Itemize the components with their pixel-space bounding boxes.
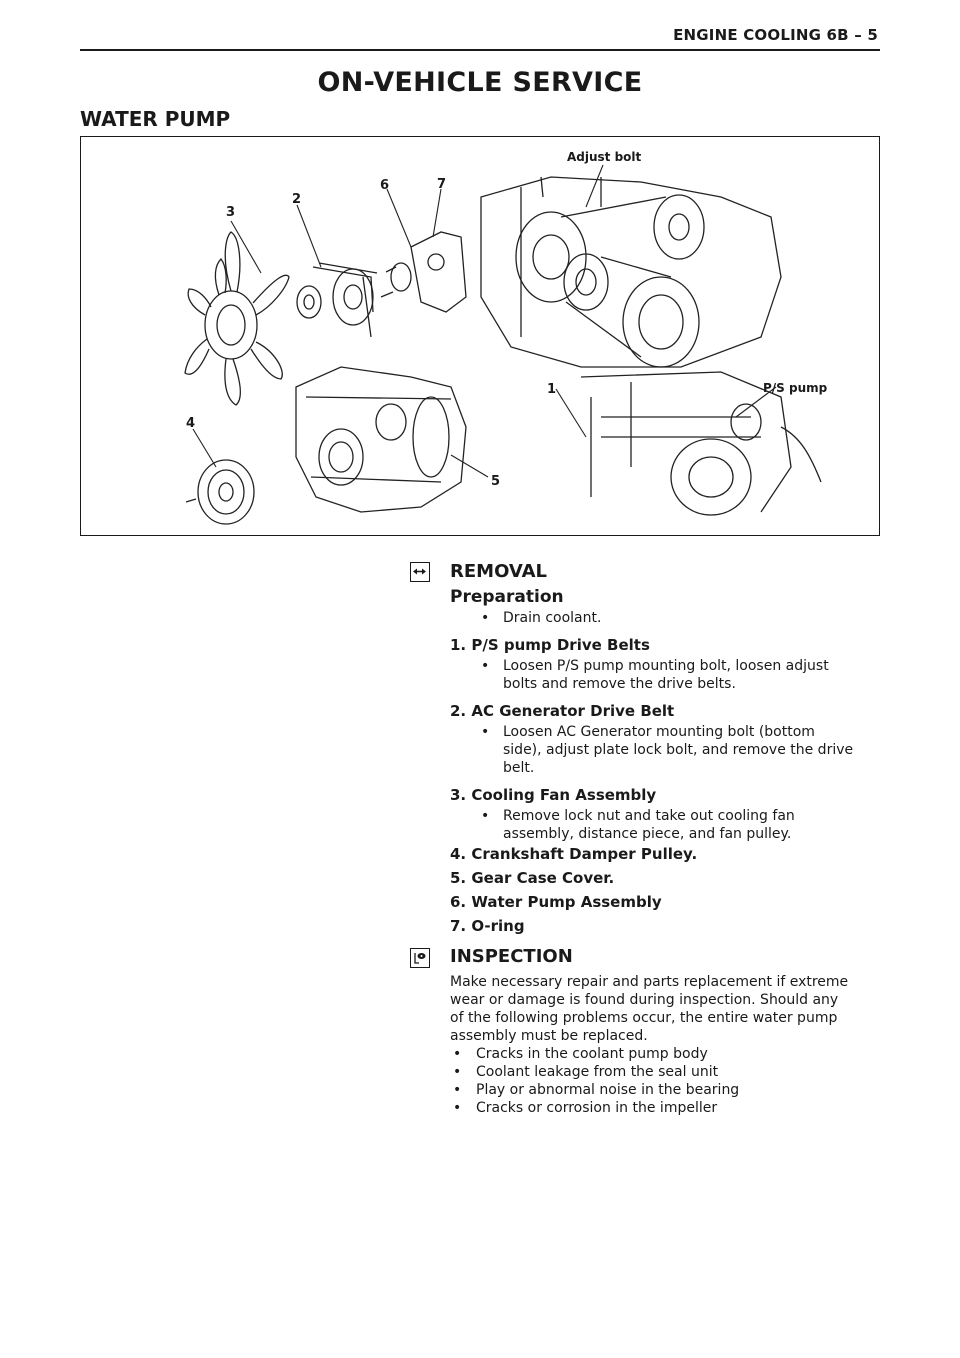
inspection-paragraph: Make necessary repair and parts replacement if extreme wear or damage is found during inspection. Should any of the following problems occur, the entire water pump assembly must be replaced.	[450, 974, 849, 1044]
engine-illustration	[81, 137, 881, 537]
callout-5: 5	[491, 474, 501, 489]
crankshaft-pulley-drawing	[186, 460, 254, 524]
step-4-title: 4. Crankshaft Damper Pulley.	[450, 845, 698, 863]
removal-arrows-icon	[410, 562, 430, 582]
callout-7: 7	[437, 177, 447, 192]
callout-2: 2	[292, 192, 302, 207]
gear-case-cover-drawing	[296, 367, 466, 512]
step-2-title: 2. AC Generator Drive Belt	[450, 702, 675, 720]
callout-6: 6	[380, 178, 390, 193]
section-title: WATER PUMP	[80, 107, 231, 131]
page-title: ON-VEHICLE SERVICE	[317, 67, 643, 98]
callout-4: 4	[186, 416, 196, 431]
callout-ps-pump: P/S pump	[763, 381, 828, 395]
list-item: • Cracks in the coolant pump body	[453, 1046, 708, 1062]
header-rule	[80, 49, 880, 51]
list-item: • Loosen AC Generator mounting bolt (bottom side), adjust plate lock bolt, and remove the drive belt.	[481, 724, 854, 776]
removal-title: REMOVAL	[450, 561, 547, 582]
callout-adjust-bolt: Adjust bolt	[567, 150, 642, 164]
water-pump-drawing	[381, 232, 466, 312]
callout-leaders	[193, 165, 776, 477]
inspection-title: INSPECTION	[450, 946, 573, 967]
cooling-fan-drawing	[185, 232, 289, 405]
preparation-title: Preparation	[450, 587, 564, 607]
callout-3: 3	[226, 205, 236, 220]
step-3-title: 3. Cooling Fan Assembly	[450, 786, 657, 804]
water-pump-exploded-figure	[80, 136, 880, 536]
list-item: • Cracks or corrosion in the impeller	[453, 1100, 718, 1116]
step-1-title: 1. P/S pump Drive Belts	[450, 636, 650, 654]
inspection-section	[450, 973, 880, 1117]
removal-section	[450, 587, 880, 935]
list-item: • Loosen P/S pump mounting bolt, loosen adjust bolts and remove the drive belts.	[481, 658, 829, 692]
step-5-title: 5. Gear Case Cover.	[450, 869, 615, 887]
list-item: • Remove lock nut and take out cooling fan assembly, distance piece, and fan pulley.	[481, 808, 795, 842]
engine-block-drawing	[481, 177, 781, 367]
fan-pulley-drawing	[297, 263, 377, 337]
list-item: • Drain coolant.	[481, 610, 602, 626]
list-item: • Coolant leakage from the seal unit	[453, 1064, 719, 1080]
inspection-eye-icon	[410, 948, 430, 968]
page-header-title: ENGINE COOLING 6B – 5	[673, 26, 878, 44]
step-6-title: 6. Water Pump Assembly	[450, 893, 662, 911]
step-7-title: 7. O-ring	[450, 917, 525, 935]
list-item: • Play or abnormal noise in the bearing	[453, 1082, 740, 1098]
callout-1: 1	[547, 382, 557, 397]
